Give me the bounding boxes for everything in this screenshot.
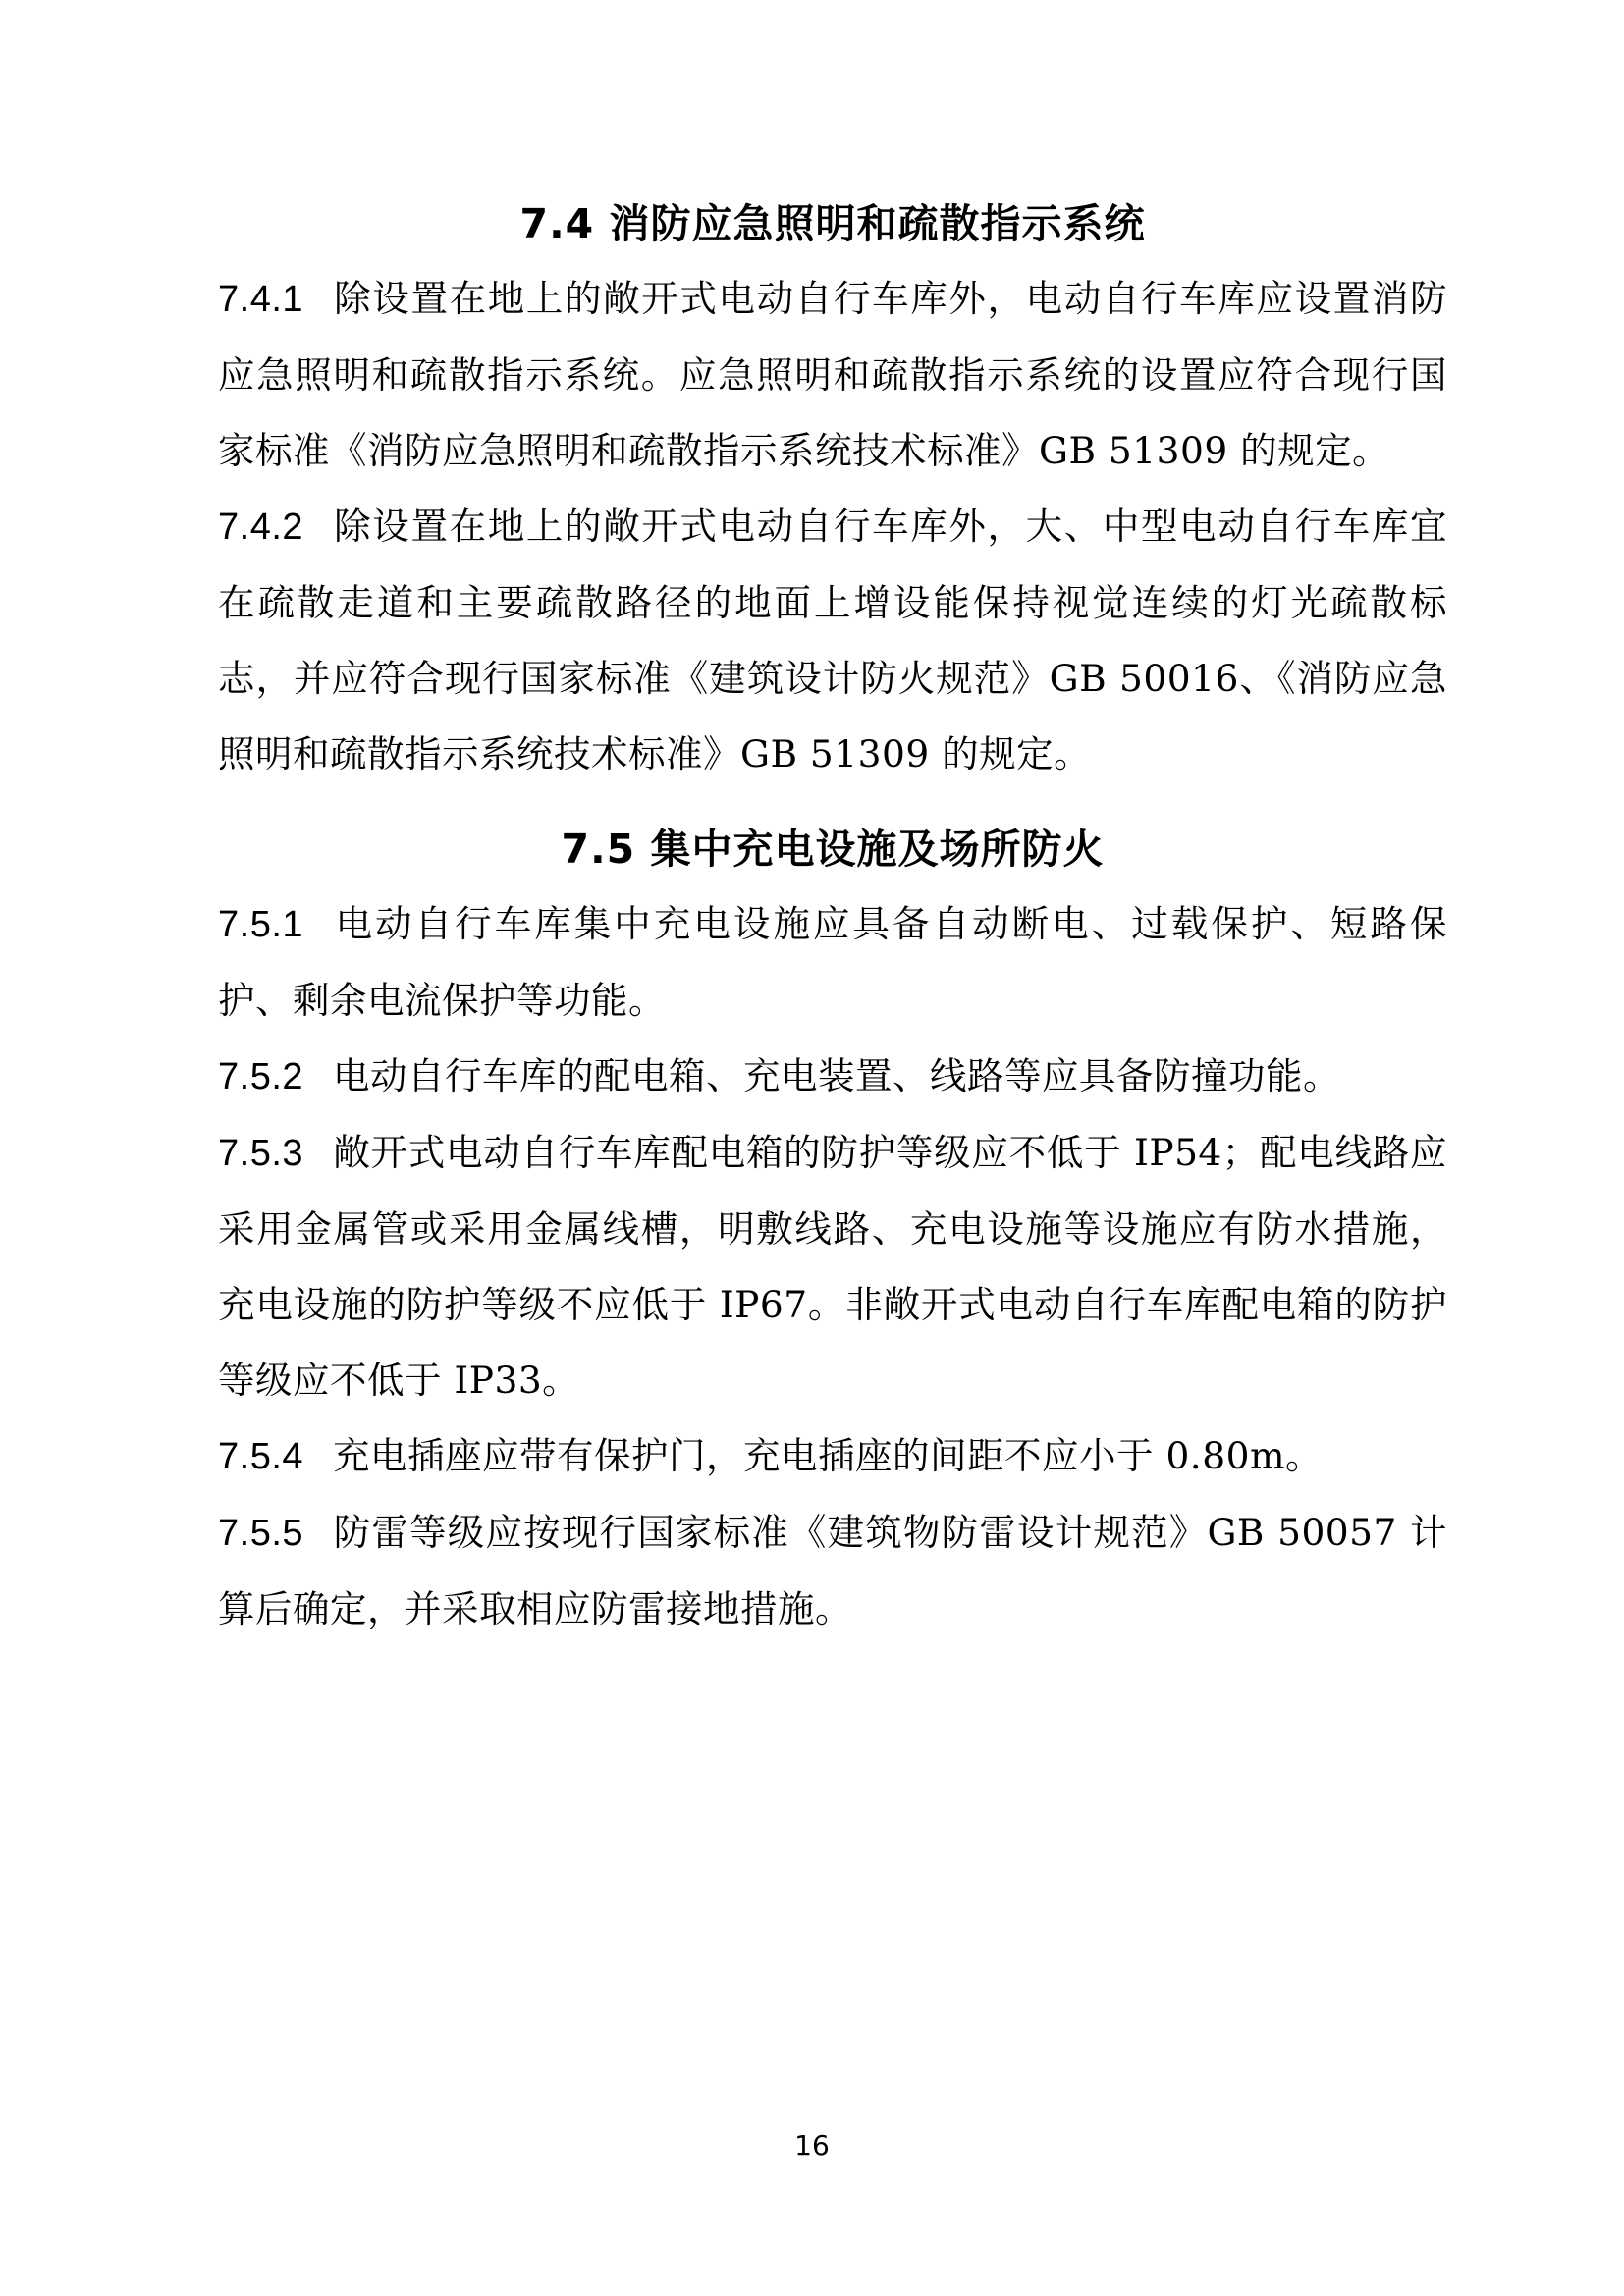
page-content — [218, 187, 1447, 1647]
clause-7-5-1 — [218, 886, 1447, 1039]
section-title-7-4: 7.4 消防应急照明和疏散指示系统 — [519, 200, 1146, 247]
clause-number: 7.4.1 — [218, 279, 304, 320]
clause-text: 除设置在地上的敞开式电动自行车库外，大、中型电动自行车库宜在疏散走道和主要疏散路径的地面上增设能保持视觉连续的灯光疏散标志，并应符合现行国家标准《建筑设计防火规范》GB 50016、《消防应急照明和疏散指示系统技术标准》GB 51309 的规定。 — [218, 505, 1447, 775]
clause-number: 7.5.4 — [218, 1436, 304, 1477]
clause-7-5-5 — [218, 1495, 1447, 1647]
clause-number: 7.5.5 — [218, 1513, 304, 1554]
clause-7-4-2 — [218, 489, 1447, 792]
clause-text: 除设置在地上的敞开式电动自行车库外，电动自行车库应设置消防应急照明和疏散指示系统。应急照明和疏散指示系统的设置应符合现行国家标准《消防应急照明和疏散指示系统技术标准》GB 51309 的规定。 — [218, 277, 1447, 472]
clause-text: 电动自行车库集中充电设施应具备自动断电、过载保护、短路保护、剩余电流保护等功能。 — [218, 902, 1447, 1022]
clause-number: 7.5.1 — [218, 904, 304, 945]
clause-text: 防雷等级应按现行国家标准《建筑物防雷设计规范》GB 50057 计算后确定，并采取相应防雷接地措施。 — [218, 1511, 1447, 1630]
clause-number: 7.5.3 — [218, 1133, 304, 1174]
section-title-7-5: 7.5 集中充电设施及场所防火 — [561, 826, 1105, 873]
clause-7-5-4 — [218, 1418, 1447, 1495]
clause-text: 电动自行车库的配电箱、充电装置、线路等应具备防撞功能。 — [333, 1054, 1341, 1097]
clause-7-4-1 — [218, 261, 1447, 489]
clause-number: 7.5.2 — [218, 1056, 304, 1097]
clause-text: 充电插座应带有保护门，充电插座的间距不应小于 0.80m。 — [333, 1434, 1324, 1477]
clause-number: 7.4.2 — [218, 507, 304, 548]
clause-text: 敞开式电动自行车库配电箱的防护等级应不低于 IP54；配电线路应采用金属管或采用金属线槽，明敷线路、充电设施等设施应有防水措施，充电设施的防护等级不应低于 IP67。非敞开式电动自行车库配电箱的防护等级应不低于 IP33。 — [218, 1131, 1447, 1402]
clause-7-5-2 — [218, 1039, 1447, 1115]
page-number: 16 — [794, 2129, 830, 2162]
clause-7-5-3 — [218, 1115, 1447, 1418]
